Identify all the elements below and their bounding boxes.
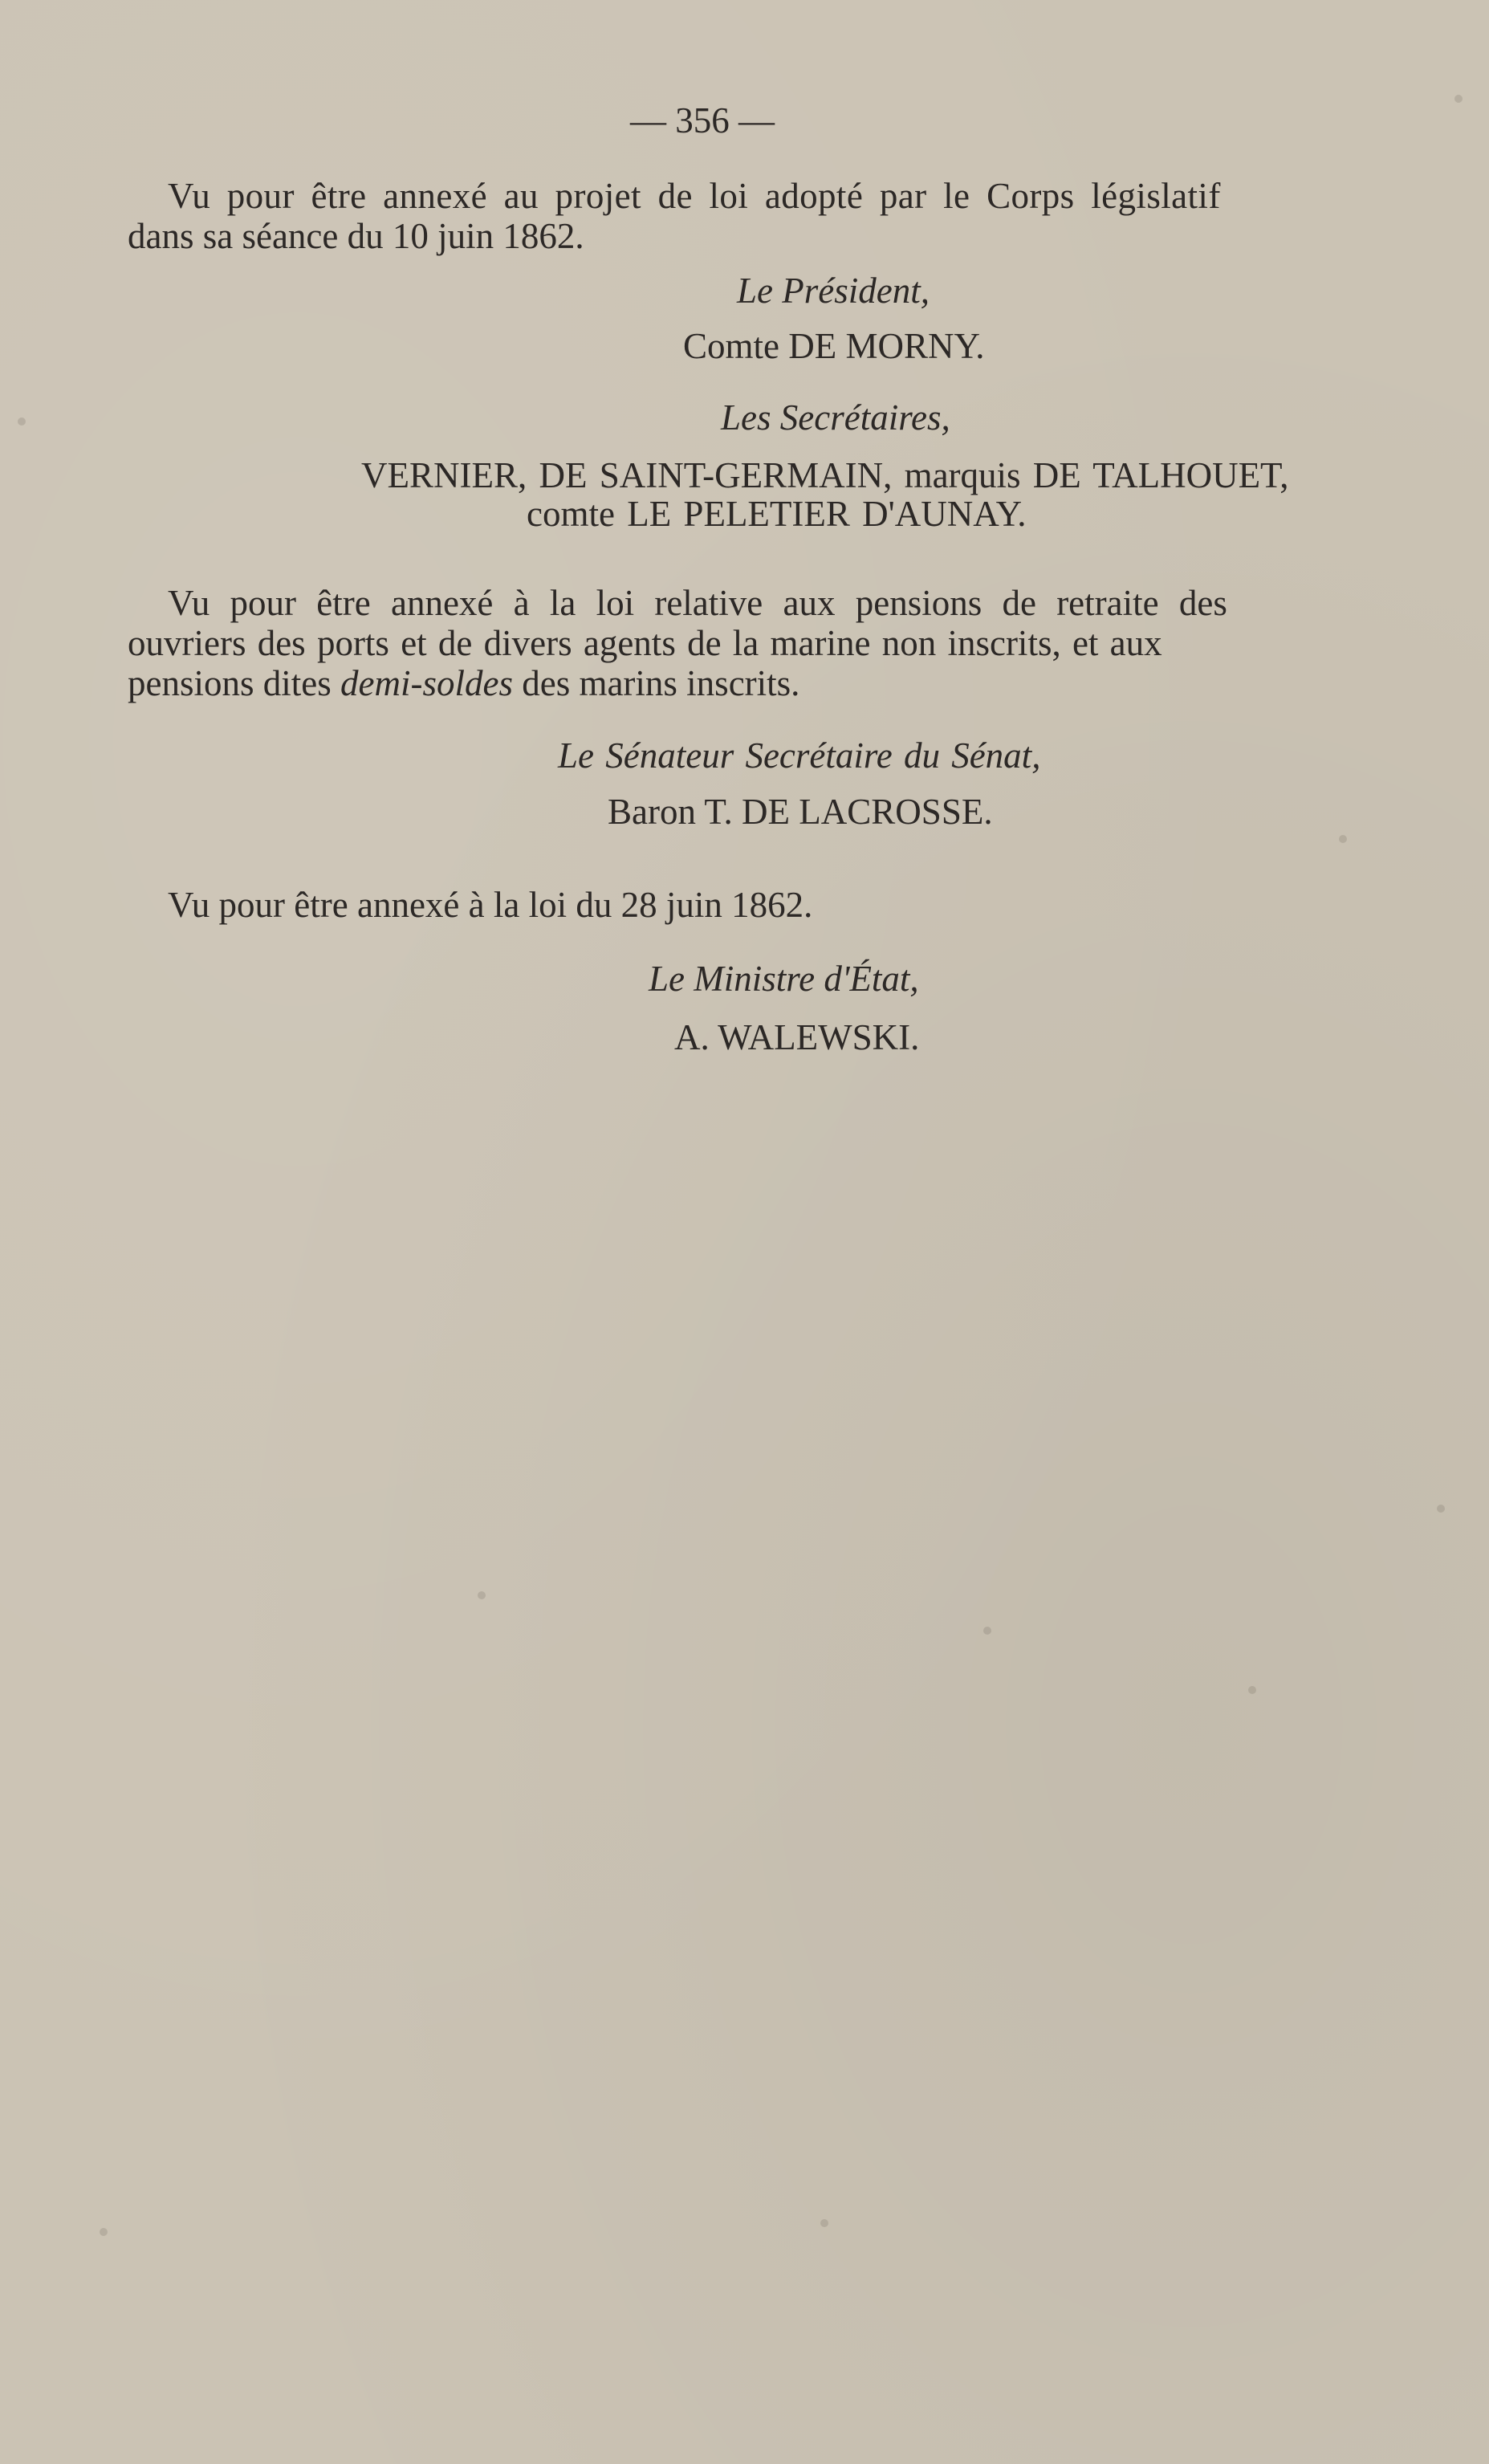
paper-speck bbox=[1454, 95, 1463, 103]
minister-name: A. WALEWSKI. bbox=[674, 1017, 920, 1057]
paper-speck bbox=[1437, 1505, 1445, 1513]
senator-name: Baron T. DE LACROSSE. bbox=[608, 792, 993, 832]
paper-speck bbox=[1248, 1686, 1256, 1694]
secretaries-line2: comte LE PELETIER D'AUNAY. bbox=[527, 494, 1027, 534]
block2-line1: Vu pour être annexé à la loi relative aux pensions de retraite des bbox=[168, 583, 1227, 623]
paper-speck bbox=[100, 2228, 108, 2236]
paper-speck bbox=[478, 1591, 486, 1599]
senator-title: Le Sénateur Secrétaire du Sénat, bbox=[558, 735, 1041, 776]
minister-title: Le Ministre d'État, bbox=[649, 959, 919, 999]
block2-line2: ouvriers des ports et de divers agents de la marine non inscrits, et aux bbox=[128, 623, 1162, 663]
block1-line2: dans sa séance du 10 juin 1862. bbox=[128, 216, 584, 256]
president-title: Le Président, bbox=[737, 271, 930, 311]
paper-speck bbox=[1339, 835, 1347, 843]
paper-speck bbox=[18, 417, 26, 426]
page-number: — 356 — bbox=[630, 100, 775, 141]
block2-line3-pre: pensions dites bbox=[128, 663, 340, 703]
paper-speck bbox=[820, 2219, 828, 2227]
paper-speck bbox=[983, 1627, 991, 1635]
block1-line1: Vu pour être annexé au projet de loi adopté par le Corps législatif bbox=[168, 176, 1221, 216]
secretaries-title: Les Secrétaires, bbox=[721, 397, 950, 438]
block2-line3 bbox=[128, 663, 800, 703]
block3-line1: Vu pour être annexé à la loi du 28 juin 1862. bbox=[168, 885, 813, 925]
demi-soldes-term: demi-soldes bbox=[340, 663, 513, 703]
secretaries-line1: VERNIER, DE SAINT-GERMAIN, marquis DE TALHOUET, bbox=[361, 455, 1289, 495]
president-name: Comte DE MORNY. bbox=[683, 326, 985, 366]
block2-line3-post: des marins inscrits. bbox=[512, 663, 800, 703]
